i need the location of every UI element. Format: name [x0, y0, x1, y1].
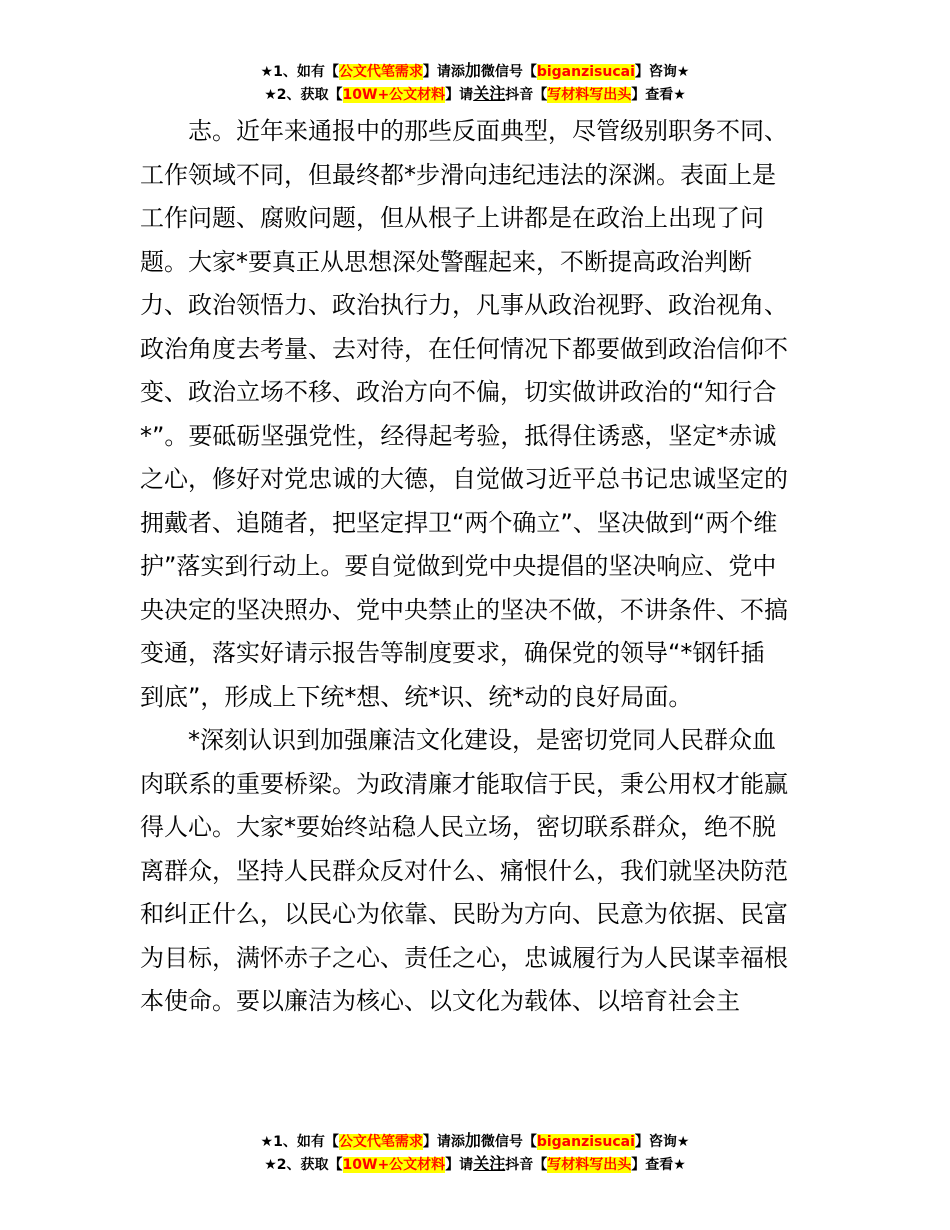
text-line: 护”落实到行动上。要自觉做到党中央提倡的坚决响应、党中: [140, 552, 777, 580]
highlight-service: 公文代笔需求: [338, 1134, 423, 1150]
text-line: 和纠正什么，以民心为依靠、民盼为方向、民意为依据、民富: [140, 900, 788, 928]
banner-text: 】请添: [422, 1134, 465, 1150]
footer-banner: [0, 1130, 950, 1176]
banner-line-1: [0, 60, 950, 83]
banner-text: ★2、获取【: [264, 87, 343, 103]
text-line: 央决定的坚决照办、党中央禁止的坚决不做，不讲条件、不搞: [140, 595, 788, 624]
banner-emphasis: 关注: [473, 84, 506, 103]
text-line: 拥戴者、追随者，把坚定捍卫“两个确立”、坚决做到“两个维: [140, 508, 778, 537]
banner-text: 】咨询★: [634, 64, 690, 80]
banner-emphasis: 关注: [473, 1154, 506, 1173]
highlight-service: 公文代笔需求: [338, 64, 423, 80]
text-line: 力、政治领悟力、政治执行力，凡事从政治视野、政治视角、: [140, 291, 788, 319]
banner-emphasis: 加: [464, 61, 481, 80]
banner-text: 微信号【: [480, 64, 537, 80]
text-line: 变通，落实好请示报告等制度要求，确保党的领导“*钢钎插: [140, 639, 765, 667]
highlight-douyin-account: 写材料写出头: [547, 1157, 632, 1173]
highlight-materials: 10W+公文材料: [342, 1157, 446, 1173]
text-line: 政治角度去考量、去对待，在任何情况下都要做到政治信仰不: [140, 334, 788, 363]
banner-text: 】查看★: [631, 87, 686, 103]
text-line: *”。要砥砺坚强党性，经得起考验，抵得住诱惑，坚定*赤诚: [140, 421, 777, 450]
banner-text: ★1、如有【: [260, 64, 339, 80]
text-line: 工作问题、腐败问题，但从根子上讲都是在政治上出现了问: [140, 204, 764, 232]
text-line: 为目标，满怀赤子之心、责任之心，忠诚履行为人民谋幸福根: [140, 943, 788, 972]
banner-text: ★1、如有【: [260, 1134, 339, 1150]
banner-text: 抖音【: [505, 87, 548, 103]
highlight-wechat-id: biganzisucai: [536, 1134, 635, 1150]
text-line: 得人心。大家*要始终站稳人民立场，密切联系群众，绝不脱: [140, 813, 776, 841]
text-line: 题。大家*要真正从思想深处警醒起来，不断提高政治判断: [140, 247, 752, 276]
banner-line-2: [0, 1153, 950, 1176]
text-line: 到底”，形成上下统*想、统*识、统*动的良好局面。: [140, 682, 693, 711]
banner-text: 】请: [445, 87, 474, 103]
banner-emphasis: 加: [464, 1131, 481, 1150]
text-line: 变、政治立场不移、政治方向不偏，切实做讲政治的“知行合: [140, 378, 777, 406]
banner-line-1: [0, 1130, 950, 1153]
document-body: [140, 110, 820, 1024]
banner-line-2: [0, 83, 950, 106]
text-line: 工作领域不同，但最终都*步滑向违纪违法的深渊。表面上是: [140, 160, 776, 189]
banner-text: 】请添: [422, 64, 465, 80]
text-line: *深刻认识到加强廉洁文化建设，是密切党同人民群众血: [188, 726, 776, 754]
header-banner: [0, 60, 950, 106]
paragraph-2: [140, 719, 820, 1024]
banner-text: 】查看★: [631, 1157, 686, 1173]
banner-text: 抖音【: [505, 1157, 548, 1173]
text-line: 肉联系的重要桥梁。为政清廉才能取信于民，秉公用权才能赢: [140, 769, 788, 798]
text-line: 之心，修好对党忠诚的大德，自觉做习近平总书记忠诚坚定的: [140, 465, 788, 493]
highlight-materials: 10W+公文材料: [342, 87, 446, 103]
paragraph-1: [140, 110, 820, 719]
banner-text: 微信号【: [480, 1134, 537, 1150]
highlight-douyin-account: 写材料写出头: [547, 87, 632, 103]
text-line: 离群众，坚持人民群众反对什么、痛恨什么，我们就坚决防范: [140, 856, 788, 885]
text-line: 本使命。要以廉洁为核心、以文化为载体、以培育社会主: [140, 987, 740, 1015]
banner-text: 】咨询★: [634, 1134, 690, 1150]
highlight-wechat-id: biganzisucai: [536, 64, 635, 80]
banner-text: 】请: [445, 1157, 474, 1173]
text-line: 志。近年来通报中的那些反面典型，尽管级别职务不同、: [188, 117, 788, 145]
banner-text: ★2、获取【: [264, 1157, 343, 1173]
